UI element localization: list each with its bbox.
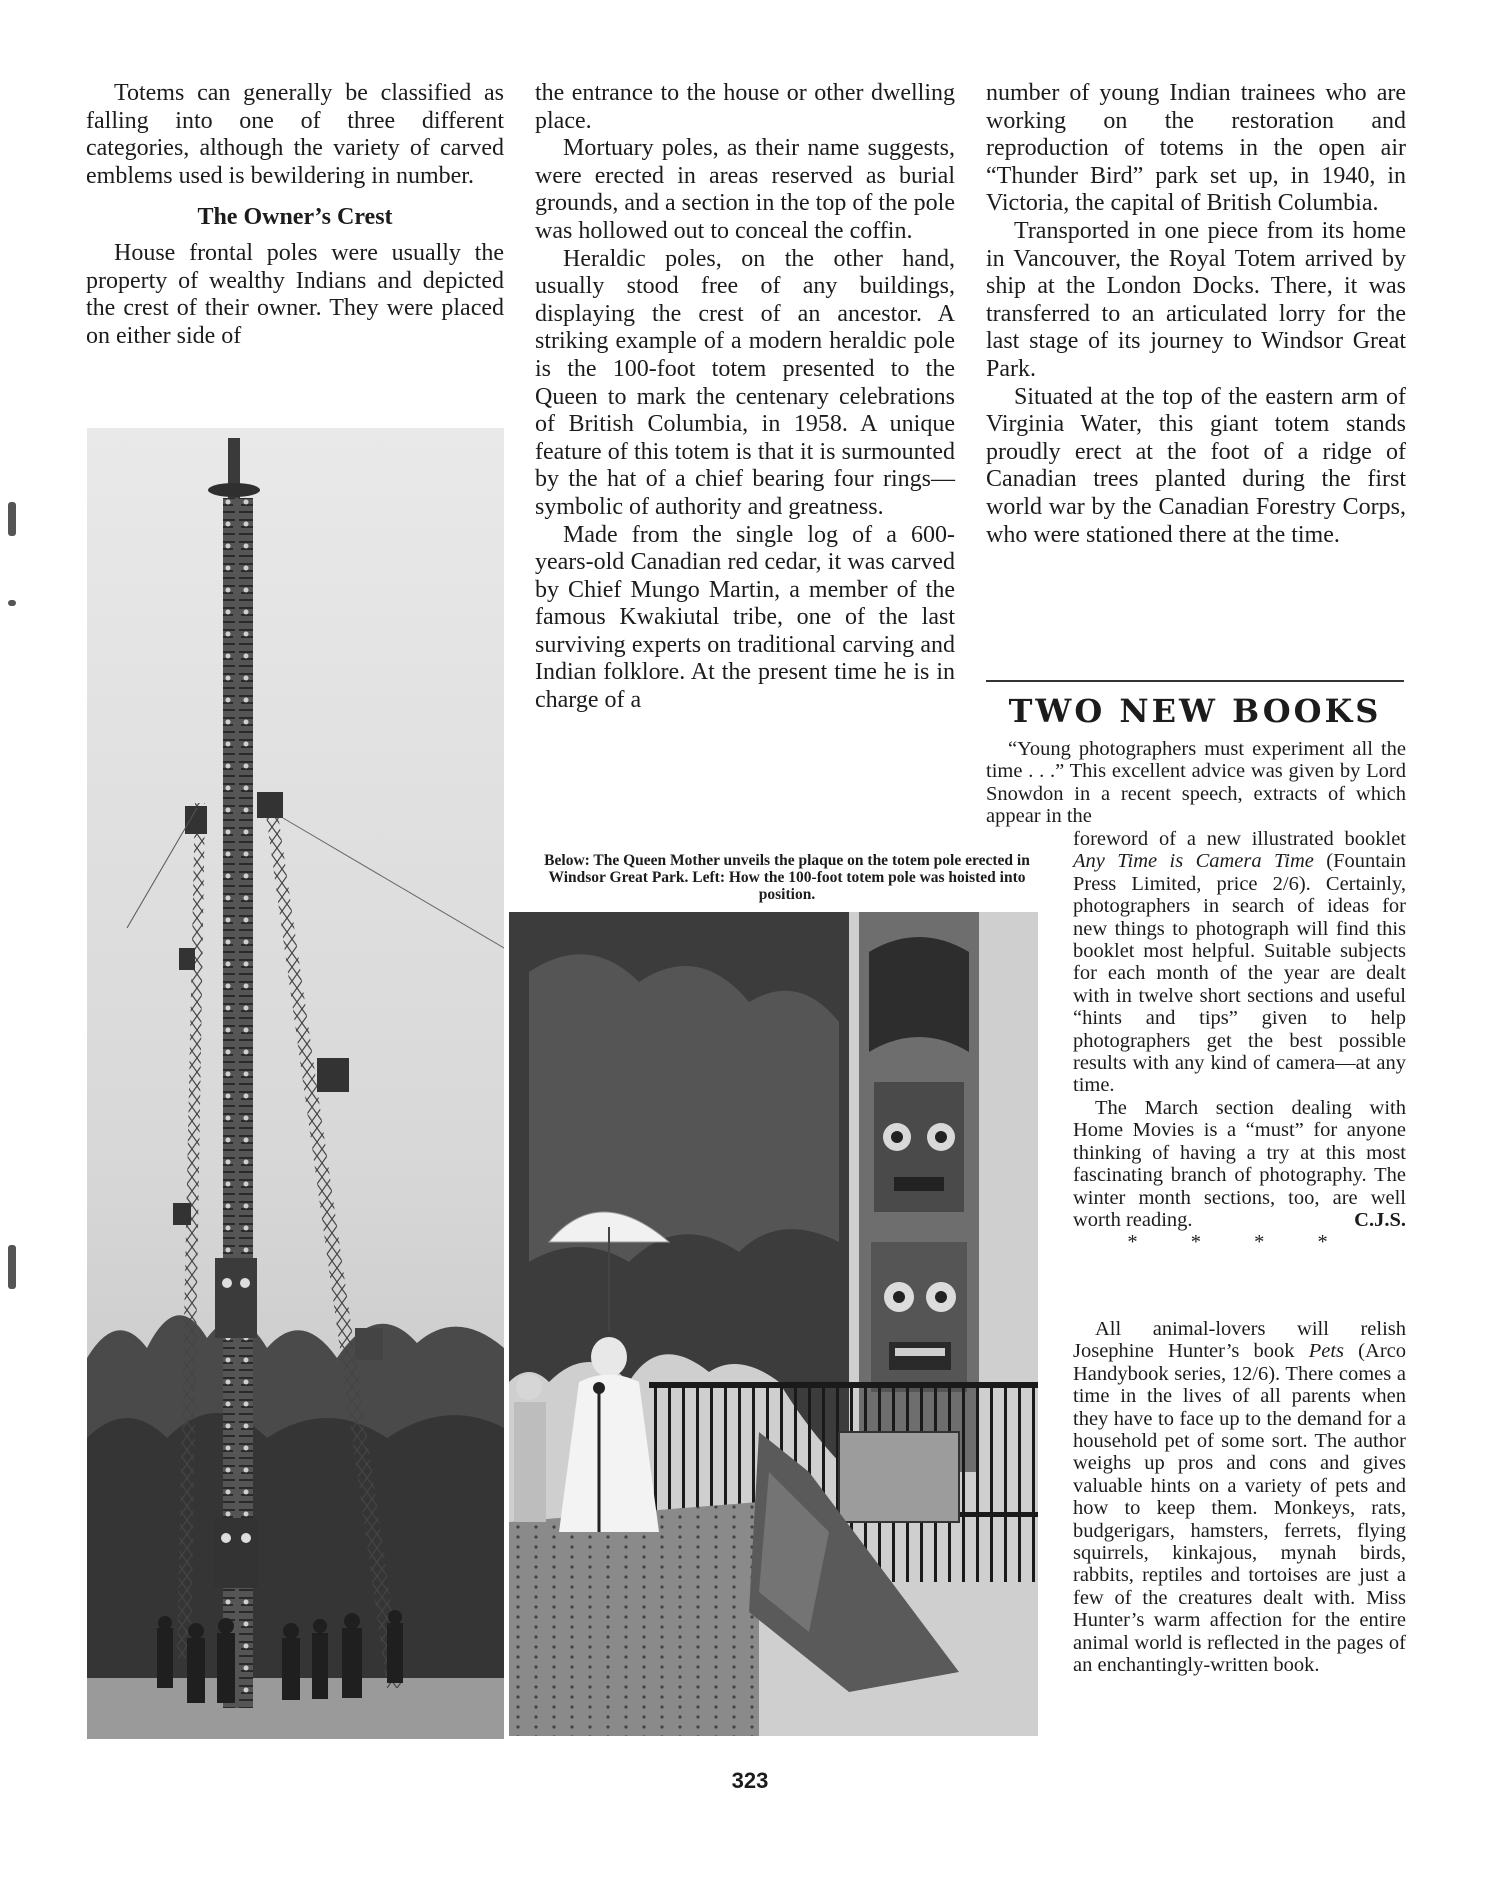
text: All animal-lovers will relish Josephine Hunter’s book: [1073, 1318, 1406, 1363]
paragraph: Totems can generally be classified as falling into one of three different categories, although the variety of carved emblems used is bewildering in number.: [86, 80, 504, 189]
photo-caption: Below: The Queen Mother unveils the plaque on the totem pole erected in Windsor Great Park. Left: How the 100-foot totem pole was hoisted into position.: [544, 852, 1030, 903]
section-divider: [986, 680, 1404, 682]
binding-mark: [8, 600, 16, 606]
section-title: TWO NEW BOOKS: [1008, 692, 1382, 730]
text: (Arco Handybook series, 12/6). There comes a time in the lives of all parents when they have to face up to the demand for a household pet of some sort. The author weighs up pros and cons and gives valuable hints on a variety of pets and how to keep them. Monkeys, rats, budgerigars, hamsters, ferrets, flying squirrels, kinkajous, mynah birds, rabbits, reptiles and tortoises are just a few of the creatures dealt with. Miss Hunter’s warm affection for the entire animal world is reflected in the pages of an enchantingly-written book.: [1073, 1340, 1406, 1677]
column-3: [986, 80, 1406, 549]
paragraph: number of young Indian trainees who are working on the restoration and reproduction of totems in the open air “Thunder Bird” park set up, in 1940, in Victoria, the capital of British Columbia.: [986, 80, 1406, 217]
books-intro: [986, 738, 1406, 828]
book-title: Pets: [1308, 1340, 1345, 1363]
books-review-pets: [1073, 1318, 1406, 1677]
paragraph: Transported in one piece from its home in Vancouver, the Royal Totem arrived by ship at the London Docks. There, it was transferred to an articulated lorry for the last stage of its journey to Windsor Great Park.: [986, 217, 1406, 382]
paragraph: Situated at the top of the eastern arm of Virginia Water, this giant totem stands proudly erect at the foot of a ridge of Canadian trees planted during the first world war by the Canadian Forestry Corps, who were stationed there at the time.: [986, 383, 1406, 548]
binding-mark: [8, 1245, 16, 1289]
paragraph: Heraldic poles, on the other hand, usually stood free of any buildings, displaying the crest of an ancestor. A striking example of a modern heraldic pole is the 100-foot totem presented to the Queen to mark the centenary celebrations of British Columbia, in 1958. A unique feature of this totem is that it is surmounted by the hat of a chief bearing four rings—symbolic of authority and greatness.: [535, 245, 955, 520]
page-number: 323: [731, 1768, 769, 1793]
queen-mother-unveiling-photo: [509, 912, 1038, 1736]
signature: C.J.S.: [1354, 1208, 1406, 1231]
paragraph: “Young photographers must experiment all the time . . .” This excellent advice was given by Lord Snowdon in a recent speech, extracts of which appear in the: [986, 738, 1406, 828]
paragraph: [1073, 1318, 1406, 1677]
paragraph: the entrance to the house or other dwelling place.: [535, 80, 955, 134]
paragraph: [1073, 1097, 1406, 1231]
text: (Fountain Press Limited, price 2/6). Certainly, photographers in search of ideas for new things to photograph will find this booklet most helpful. Suitable subjects for each month of the year are dealt with in twelve short sections and useful “hints and tips” given to help photographers get the best possible results with any kind of camera—at any time.: [1073, 850, 1406, 1097]
paragraph: Mortuary poles, as their name suggests, were erected in areas reserved as burial grounds, and a section in the top of the pole was hollowed out to conceal the coffin.: [535, 135, 955, 244]
paragraph: [1073, 828, 1406, 1097]
paragraph: Made from the single log of a 600-years-old Canadian red cedar, it was carved by Chief Mungo Martin, a member of the famous Kwakiutal tribe, one of the last surviving experts on traditional carving and Indian folklore. At the present time he is in charge of a: [535, 521, 955, 714]
binding-mark: [8, 502, 16, 536]
books-review-camera: [1073, 828, 1406, 1254]
column-2: [535, 80, 955, 715]
text: The March section dealing with Home Movies is a “must” for anyone thinking of having a try at this most fascinating branch of photography. The winter month sections, too, are well worth reading.: [1073, 1096, 1406, 1231]
totem-hoisting-photo: [87, 428, 504, 1739]
paragraph: House frontal poles were usually the property of wealthy Indians and depicted the crest of their owner. They were placed on either side of: [86, 239, 504, 349]
column-1: [86, 80, 504, 350]
text: foreword of a new illustrated booklet: [1073, 828, 1406, 850]
book-title: Any Time is Camera Time: [1073, 850, 1314, 873]
separator-stars: * * * *: [1127, 1231, 1352, 1254]
subheading: The Owner’s Crest: [197, 204, 393, 231]
